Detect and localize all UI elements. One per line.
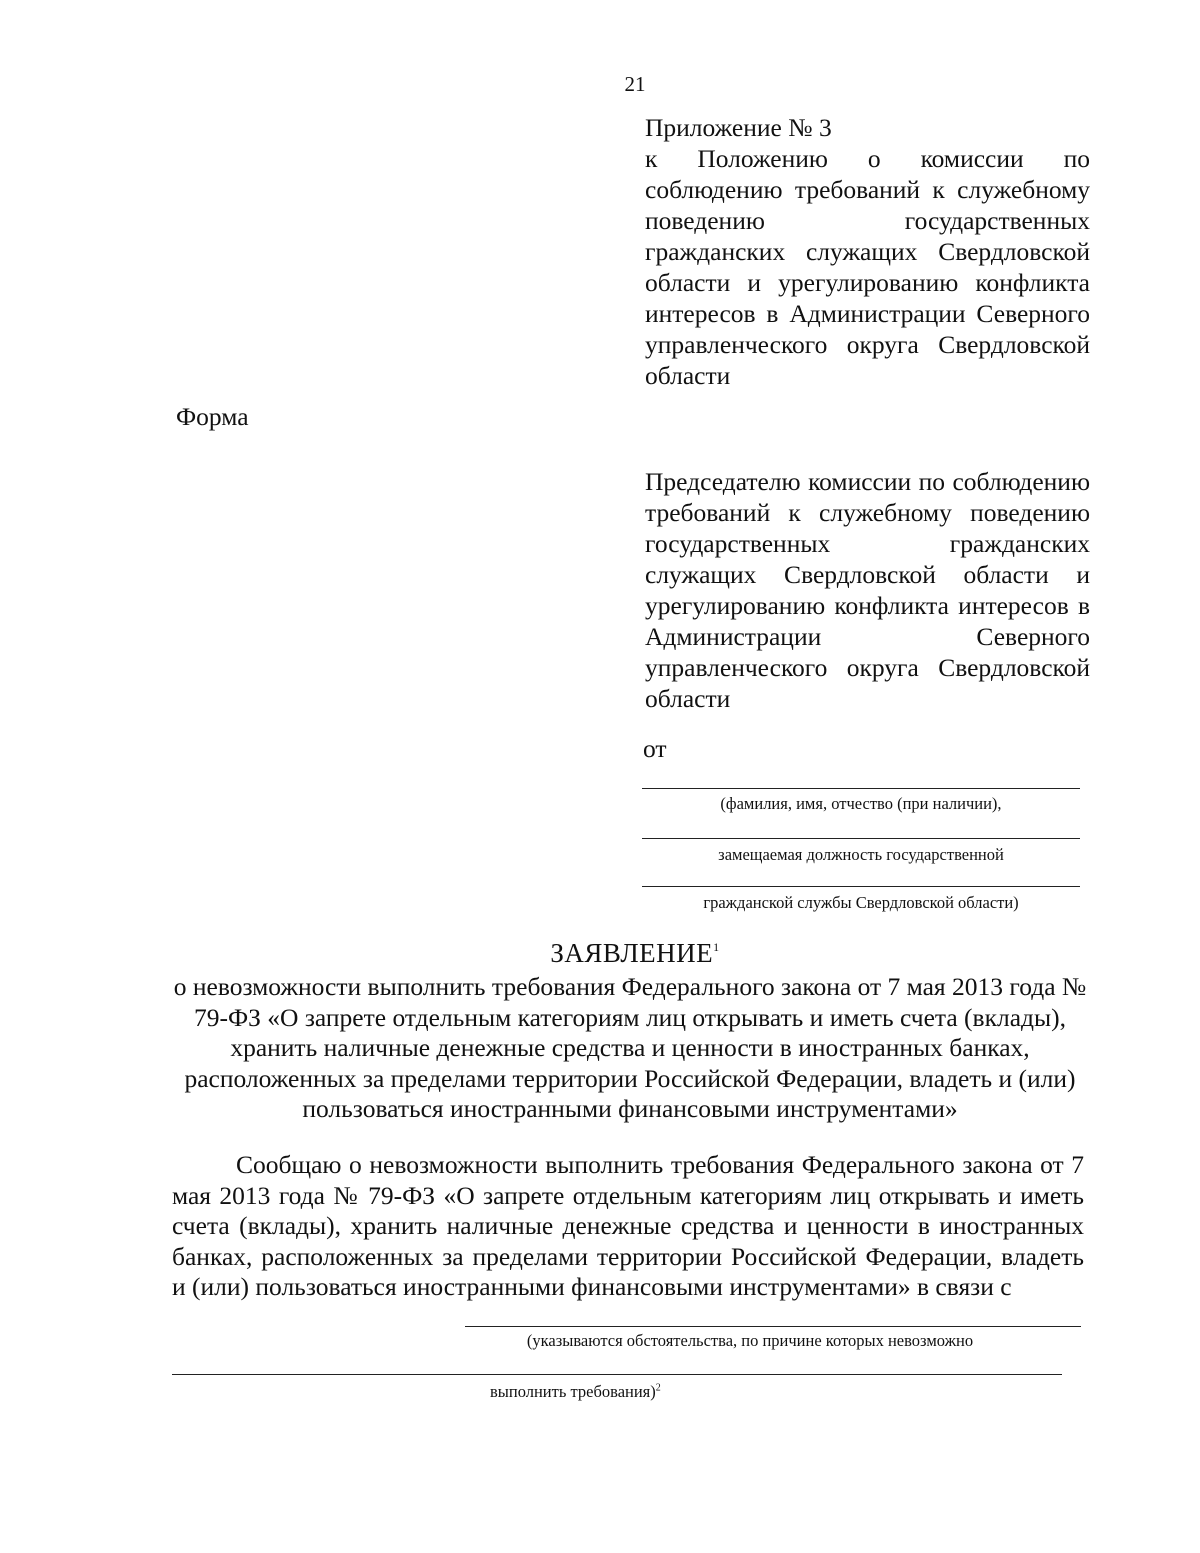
signature-line-name [642, 788, 1080, 789]
statement-body [172, 1150, 1084, 1303]
caption-reason-2 [490, 1382, 700, 1402]
statement-subtitle: о невозможности выполнить требования Федерального закона от 7 мая 2013 года № 79-ФЗ «О запрете отдельным категориям лиц открывать и иметь счета (вклады), хранить наличные денежные средства и ценности в иностранных банках, расположенных за пределами территории Российской Федерации, владеть и (или) пользоваться иностранными финансовыми инструментами» [173, 972, 1087, 1123]
footnote-mark-2: 2 [655, 1382, 661, 1394]
signature-line-service [642, 886, 1080, 887]
addressee-text: Председателю комиссии по соблюдению требований к служебному поведению государственных гражданских служащих Свердловской области и урегулированию конфликта интересов в Администрации Северного управленческого округа Свердловской области [645, 467, 1090, 713]
caption-name: (фамилия, имя, отчество (при наличии), [720, 794, 1002, 813]
form-label: Форма [176, 402, 249, 431]
caption-position: замещаемая должность государственной [718, 845, 1004, 864]
addressee-block [645, 466, 1090, 714]
reason-line-2 [172, 1374, 1062, 1375]
signature-line-position [642, 838, 1080, 839]
from-label: от [643, 734, 667, 763]
footnote-mark-1: 1 [713, 940, 720, 954]
appendix-title: Приложение № 3 [645, 113, 832, 142]
appendix-block [645, 112, 1090, 391]
page-number: 21 [624, 72, 646, 96]
caption-service: гражданской службы Свердловской области) [703, 893, 1019, 912]
statement-title [0, 938, 1200, 969]
appendix-text: к Положению о комиссии по соблюдению требований к служебному поведению государственных гражданских служащих Свердловской области и урегулированию конфликта интересов в Администрации Северного управленческого округа Свердловской области [645, 144, 1090, 390]
statement-body-text: Сообщаю о невозможности выполнить требования Федерального закона от 7 мая 2013 года № 79-ФЗ «О запрете отдельным категориям лиц открывать и иметь счета (вклады), хранить наличные денежные средства и ценности в иностранных банках, расположенных за пределами территории Российской Федерации, владеть и (или) пользоваться иностранными финансовыми инструментами» в связи с [172, 1150, 1084, 1301]
statement-title-text: ЗАЯВЛЕНИЕ [550, 938, 714, 968]
caption-reason-2-text: выполнить требования) [490, 1382, 656, 1401]
caption-reason-1: (указываются обстоятельства, по причине которых невозможно [526, 1331, 974, 1350]
reason-line-1 [465, 1326, 1081, 1327]
